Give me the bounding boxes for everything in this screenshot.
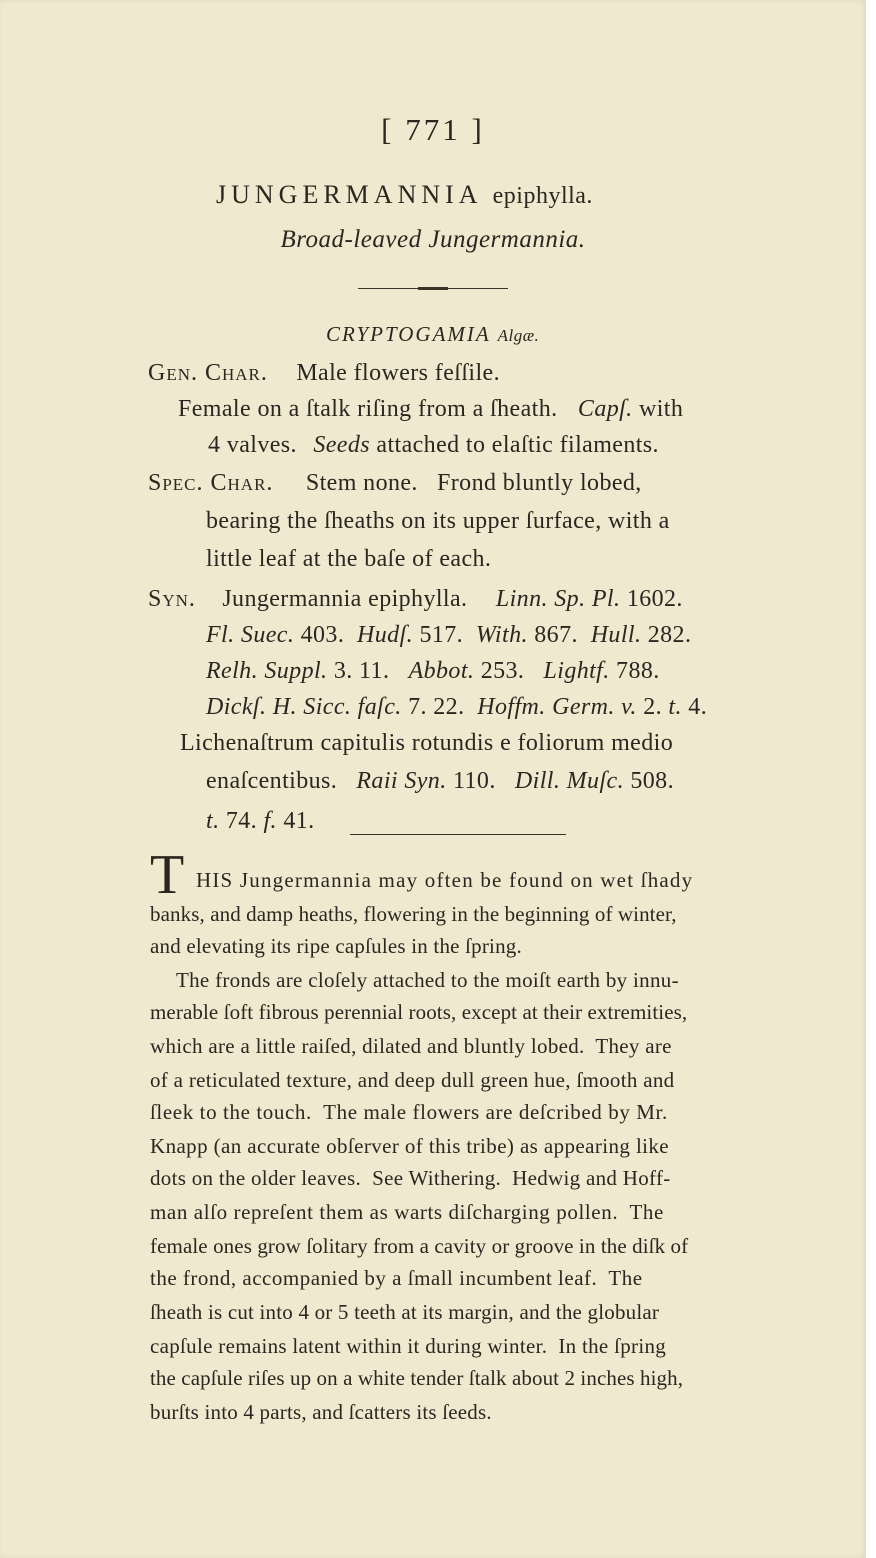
citation-run: Fl. Suec.	[206, 622, 295, 648]
spec-char-text: Stem none. Frond bluntly lobed,	[305, 470, 642, 496]
citation-run: With.	[475, 622, 528, 648]
gen-char-line-1	[148, 360, 500, 387]
species-name: epiphylla.	[492, 183, 593, 209]
common-name: Broad-leaved Jungermannia.	[280, 226, 586, 253]
classification	[326, 322, 539, 347]
gen-char-label: Gen. Char.	[148, 360, 268, 386]
description-line: HIS Jungermannia may often be found on wet ſhady	[196, 868, 694, 892]
citation-run: Dickſ. H. Sicc. faſc.	[206, 694, 402, 720]
page-number: [ 771 ]	[381, 112, 485, 147]
citation-run: t.	[668, 694, 682, 720]
syn-jungermannia: Jungermannia epiphylla.	[222, 586, 468, 612]
gen-char-line-2	[178, 396, 683, 423]
citation-run: 282.	[641, 622, 692, 648]
gen-char-line-3	[208, 432, 659, 459]
description-line: the capſule riſes up on a white tender ſtalk about 2 inches high,	[150, 1366, 684, 1390]
citation-run: 7. 22.	[401, 694, 478, 720]
description-line: dots on the older leaves. See Withering. Hedwig and Hoff-	[150, 1166, 671, 1190]
citation-run: Hull.	[590, 622, 642, 648]
syn-line-4	[206, 694, 707, 721]
citation-run: Dill. Muſc.	[514, 768, 624, 794]
citation-run: f.	[263, 808, 277, 834]
citation-run: Abbot.	[408, 658, 475, 684]
citation-run: enaſcentibus.	[206, 768, 357, 794]
gen-char-caps: Capſ.	[577, 396, 633, 422]
citation-run: 41.	[276, 808, 315, 834]
synonym-divider	[350, 834, 566, 835]
citation-run: 4.	[681, 694, 708, 720]
citation-run: Hudſ.	[357, 622, 414, 648]
citation-run: Relh. Suppl.	[206, 658, 328, 684]
description-line: man alſo repreſent them as warts diſcharging pollen. The	[150, 1200, 664, 1224]
citation-run: Lightf.	[543, 658, 610, 684]
citation-run: Raii Syn.	[356, 768, 447, 794]
gen-char-filaments: attached to elaſtic filaments.	[376, 432, 659, 458]
syn-line-5: Lichenaſtrum capitulis rotundis e foliorum medio	[180, 730, 674, 756]
description-line: capſule remains latent within it during winter. In the ſpring	[150, 1334, 667, 1358]
description-line: ſleek to the touch. The male flowers are deſcribed by Mr.	[150, 1100, 668, 1124]
citation-run: Hoffm. Germ. v.	[477, 694, 637, 720]
citation-run: 253.	[474, 658, 544, 684]
gen-char-text: Male flowers feſſile.	[296, 360, 500, 386]
description-line: and elevating its ripe capſules in the ſpring.	[150, 934, 522, 958]
description-line: banks, and damp heaths, flowering in the beginning of winter,	[150, 902, 677, 926]
species-title	[216, 180, 593, 210]
gen-char-with: with	[639, 396, 684, 422]
description-line: ſheath is cut into 4 or 5 teeth at its margin, and the globular	[150, 1300, 660, 1324]
citation-run: 3. 11.	[327, 658, 409, 684]
syn-label: Syn.	[148, 586, 196, 612]
gen-char-female: Female on a ſtalk riſing from a ſheath.	[178, 396, 558, 422]
description-line: which are a little raiſed, dilated and bluntly lobed. They are	[150, 1034, 672, 1058]
spec-char-line-3: little leaf at the baſe of each.	[206, 546, 492, 572]
citation-run: 403.	[294, 622, 358, 648]
citation-run: 508.	[623, 768, 674, 794]
syn-line-7	[206, 808, 315, 835]
title-divider	[358, 288, 508, 289]
syn-line-1	[148, 586, 683, 613]
citation-run: 867.	[527, 622, 591, 648]
syn-line-6	[206, 768, 674, 795]
description-line: burſts into 4 parts, and ſcatters its ſeeds.	[150, 1400, 492, 1424]
syn-linnaeus: Linn. Sp. Pl.	[495, 586, 621, 612]
citation-run: 74.	[219, 808, 264, 834]
spec-char-label: Spec. Char.	[148, 470, 274, 496]
description-line: of a reticulated texture, and deep dull green hue, ſmooth and	[150, 1068, 675, 1092]
spec-char-line-2: bearing the ſheaths on its upper ſurface, with a	[206, 508, 670, 534]
spec-char-line-1	[148, 470, 642, 497]
description-line: merable ſoft fibrous perennial roots, except at their extremities,	[150, 1000, 688, 1024]
syn-linnaeus-page: 1602.	[626, 586, 683, 612]
genus-name: JUNGERMANNIA	[216, 180, 482, 209]
syn-line-2	[206, 622, 691, 649]
syn-line-3	[206, 658, 660, 685]
citation-run: 517.	[413, 622, 476, 648]
description-line: the frond, accompanied by a ſmall incumbent leaf. The	[150, 1266, 643, 1290]
description-line: female ones grow ſolitary from a cavity or groove in the diſk of	[150, 1234, 689, 1258]
description-line: Knapp (an accurate obſerver of this tribe) as appearing like	[150, 1134, 670, 1158]
citation-run: 110.	[446, 768, 515, 794]
description-line: The fronds are cloſely attached to the moiſt earth by innu-	[176, 968, 679, 992]
citation-run: t.	[206, 808, 220, 834]
gen-char-valves: 4 valves.	[208, 432, 297, 458]
class-name: CRYPTOGAMIA	[326, 322, 491, 346]
gen-char-seeds: Seeds	[313, 432, 370, 458]
citation-run: 2.	[636, 694, 669, 720]
drop-cap: T	[150, 844, 185, 906]
order-name: Algæ.	[497, 326, 540, 345]
citation-run: 788.	[609, 658, 660, 684]
